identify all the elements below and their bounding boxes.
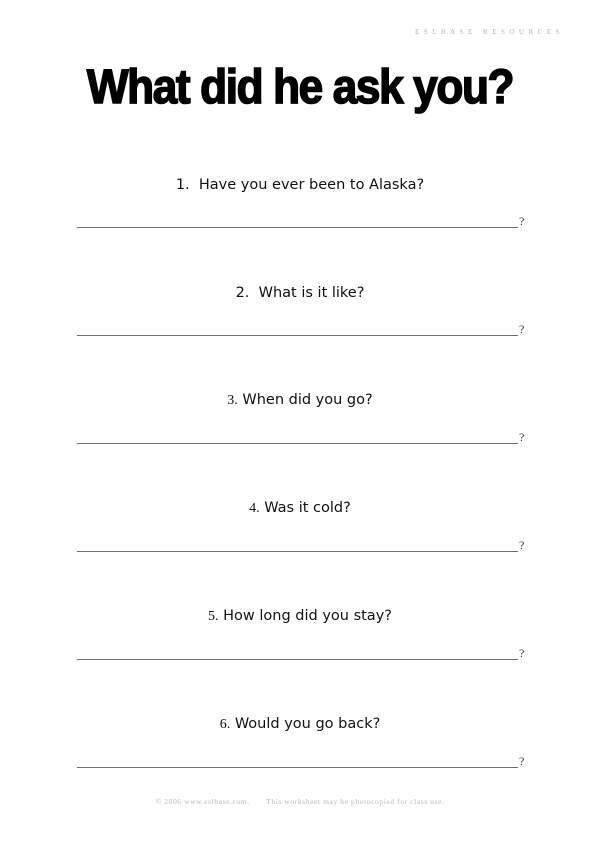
answer-line[interactable] [77, 659, 518, 660]
question-text [0, 176, 600, 194]
footer [0, 797, 600, 806]
question-number: 5. [208, 609, 219, 624]
question-text [0, 715, 600, 734]
question-number: 4. [249, 501, 260, 516]
question-item [0, 499, 600, 569]
page-title: What did he ask you? [86, 61, 514, 114]
question-text [0, 607, 600, 626]
footer-notice: This worksheet may be photocopied for class use. [266, 797, 445, 806]
question-number: 3. [227, 393, 238, 408]
question-item [0, 607, 600, 677]
header-brand: ESLBASE RESOURCES [414, 28, 564, 36]
question-label: How long did you stay? [223, 608, 392, 624]
answer-question-mark: ? [519, 322, 525, 336]
question-number: 2. [235, 285, 250, 301]
answer-line[interactable] [77, 767, 518, 768]
question-text [0, 499, 600, 518]
answer-question-mark: ? [519, 754, 525, 768]
question-number: 6. [219, 717, 231, 732]
question-label: Have you ever been to Alaska? [198, 177, 425, 193]
answer-question-mark: ? [519, 646, 525, 660]
question-item [0, 284, 600, 354]
footer-copyright: © 2006 www.eslbase.com. [155, 797, 250, 806]
answer-question-mark: ? [519, 430, 525, 444]
question-label: Would you go back? [234, 716, 381, 732]
question-item [0, 176, 600, 246]
answer-question-mark: ? [519, 214, 525, 228]
question-label: Was it cold? [264, 500, 351, 516]
question-item [0, 715, 600, 785]
answer-line[interactable] [77, 227, 518, 228]
answer-line[interactable] [77, 443, 518, 444]
question-number: 1. [175, 177, 190, 193]
answer-line[interactable] [77, 551, 518, 552]
answer-line[interactable] [77, 335, 518, 336]
question-text [0, 391, 600, 410]
answer-question-mark: ? [519, 538, 525, 552]
question-item [0, 391, 600, 461]
question-label: What is it like? [258, 285, 365, 301]
question-label: When did you go? [242, 392, 373, 408]
question-text [0, 284, 600, 302]
